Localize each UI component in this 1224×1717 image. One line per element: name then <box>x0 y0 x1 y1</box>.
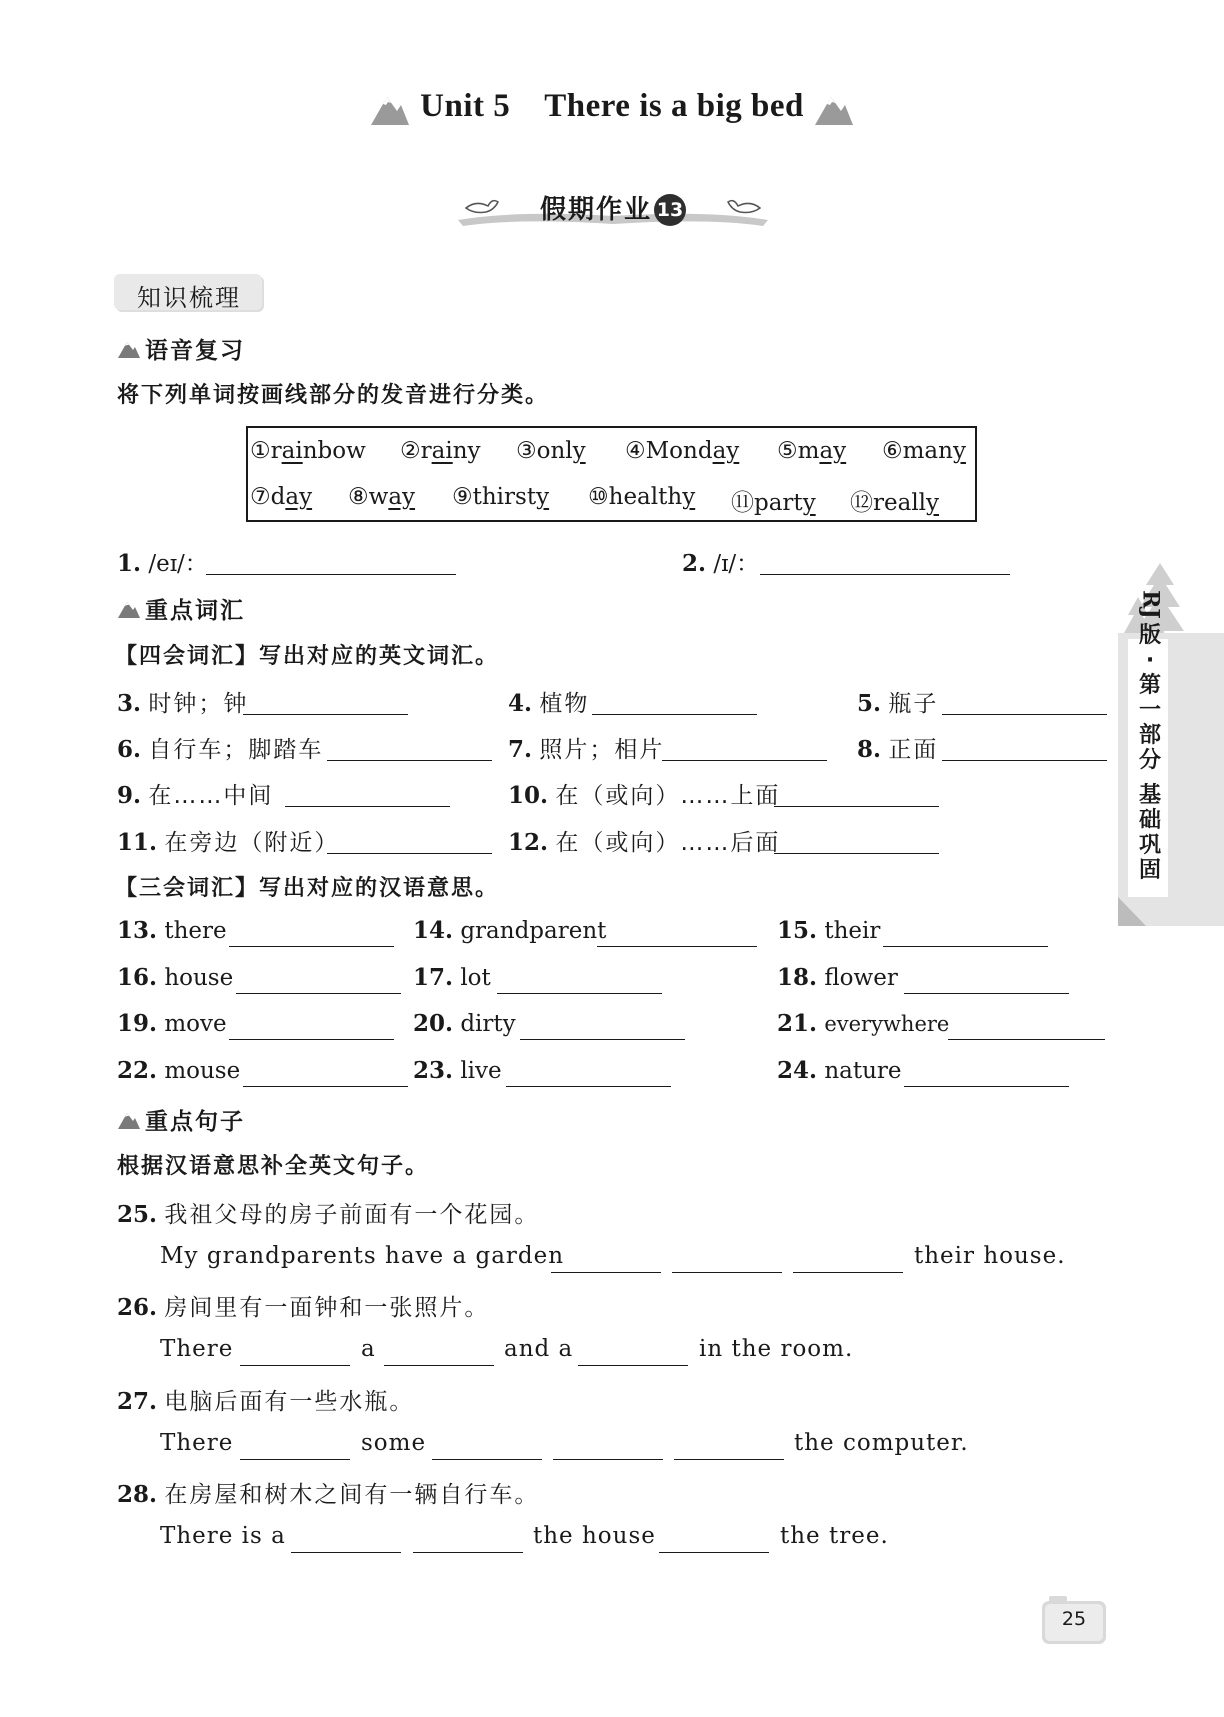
sentence-prompt: There is a <box>160 1523 286 1549</box>
side-tab-text: RJ 版 · 第一部分 基础巩固 <box>1137 590 1164 883</box>
vocab-item: 19. move <box>117 1010 227 1037</box>
vocab-item: 4. 植物 <box>508 690 590 717</box>
answer-blank[interactable] <box>243 714 408 715</box>
sentence-item: 27. 电脑后面有一些水瓶。 <box>117 1388 415 1415</box>
word-row-1 <box>250 438 976 468</box>
answer-blank[interactable] <box>229 946 394 947</box>
sentence-prompt: and a <box>504 1336 574 1362</box>
sentence-item: 25. 我祖父母的房子前面有一个花园。 <box>117 1201 540 1228</box>
sentence-prompt: My grandparents have a garden <box>160 1243 565 1269</box>
sentence-prompt: the computer. <box>794 1430 969 1456</box>
vocab-item: 9. 在……中间 <box>117 782 274 809</box>
answer-blank[interactable] <box>497 993 662 994</box>
answer-blank[interactable] <box>413 1552 523 1553</box>
word-item: ⑪party <box>731 490 816 516</box>
word-item: ⑩healthy <box>588 484 696 510</box>
unit-title <box>0 88 1224 127</box>
vocab-item: 6. 自行车；脚踏车 <box>117 736 324 763</box>
sentences-heading: 重点句子 <box>117 1103 245 1136</box>
answer-blank[interactable] <box>592 714 757 715</box>
word-item: ⑥many <box>882 438 966 464</box>
page-number: 25 <box>1061 1608 1087 1630</box>
word-item: ④Monday <box>625 438 740 464</box>
vocab-item: 22. mouse <box>117 1057 241 1084</box>
answer-blank[interactable] <box>942 714 1107 715</box>
vocab-item: 20. dirty <box>413 1010 516 1037</box>
vocab-item: 3. 时钟；钟 <box>117 690 249 717</box>
vocab-item: 21. everywhere <box>777 1010 950 1037</box>
answer-blank[interactable] <box>883 946 1048 947</box>
answer-blank[interactable] <box>206 574 456 575</box>
answer-blank[interactable] <box>904 993 1069 994</box>
word-item: ⑫really <box>850 490 940 516</box>
answer-blank[interactable] <box>327 760 492 761</box>
answer-blank[interactable] <box>774 806 939 807</box>
vocab-item: 23. live <box>413 1057 502 1084</box>
three-skill-instruction: 【三会词汇】写出对应的汉语意思。 <box>115 876 500 901</box>
answer-blank[interactable] <box>240 1365 350 1366</box>
vocab-item: 7. 照片；相片 <box>508 736 665 763</box>
mountain-icon <box>813 89 855 127</box>
sentence-prompt: in the room. <box>699 1336 854 1362</box>
word-row-2 <box>250 484 976 514</box>
word-item: ⑧way <box>348 484 416 510</box>
answer-blank[interactable] <box>285 806 450 807</box>
vocab-item: 8. 正面 <box>857 736 939 763</box>
answer-blank[interactable] <box>948 1039 1105 1040</box>
word-item: ①rainbow <box>250 438 366 464</box>
vocab-item: 24. nature <box>777 1057 902 1084</box>
vocab-item: 10. 在（或向）……上面 <box>508 782 781 809</box>
word-item: ⑤may <box>777 438 847 464</box>
answer-blank[interactable] <box>327 853 492 854</box>
phonics-heading: 语音复习 <box>117 332 245 365</box>
vocab-item: 12. 在（或向）……后面 <box>508 829 781 856</box>
answer-blank[interactable] <box>229 1039 394 1040</box>
section-tag: 知识梳理 <box>137 284 241 312</box>
question-2: 2. /ɪ/： <box>682 550 760 577</box>
answer-blank[interactable] <box>578 1365 688 1366</box>
phonics-instruction: 将下列单词按画线部分的发音进行分类。 <box>117 383 550 408</box>
vocab-item: 13. there <box>117 917 227 944</box>
vocab-item: 5. 瓶子 <box>857 690 939 717</box>
answer-blank[interactable] <box>553 1459 663 1460</box>
answer-blank[interactable] <box>942 760 1107 761</box>
answer-blank[interactable] <box>432 1459 542 1460</box>
answer-blank[interactable] <box>240 1459 350 1460</box>
unit-name: There is a big bed <box>544 88 804 124</box>
answer-blank[interactable] <box>597 946 757 947</box>
sentence-prompt: their house. <box>914 1243 1066 1269</box>
answer-blank[interactable] <box>506 1086 671 1087</box>
sentence-item: 26. 房间里有一面钟和一张照片。 <box>117 1294 490 1321</box>
sentence-prompt: the tree. <box>780 1523 889 1549</box>
vocab-heading: 重点词汇 <box>117 592 245 625</box>
unit-label: Unit 5 <box>420 88 511 124</box>
four-skill-instruction: 【四会词汇】写出对应的英文词汇。 <box>115 644 500 669</box>
word-item: ③only <box>516 438 586 464</box>
answer-blank[interactable] <box>904 1086 1069 1087</box>
word-item: ⑦day <box>250 484 313 510</box>
mountain-icon <box>117 339 141 359</box>
question-1: 1. /eɪ/： <box>117 550 208 577</box>
vocab-item: 17. lot <box>413 964 491 991</box>
answer-blank[interactable] <box>659 1552 769 1553</box>
answer-blank[interactable] <box>520 1039 685 1040</box>
homework-number-badge: 13 <box>654 194 686 226</box>
sentence-prompt: There <box>160 1336 234 1362</box>
answer-blank[interactable] <box>243 1086 408 1087</box>
sentence-prompt: the house <box>533 1523 656 1549</box>
sentence-item: 28. 在房屋和树木之间有一辆自行车。 <box>117 1481 540 1508</box>
mountain-icon <box>369 89 411 127</box>
vocab-item: 16. house <box>117 964 234 991</box>
answer-blank[interactable] <box>793 1272 903 1273</box>
answer-blank[interactable] <box>236 993 401 994</box>
mountain-icon <box>117 599 141 619</box>
sentences-instruction: 根据汉语意思补全英文句子。 <box>117 1154 430 1179</box>
word-item: ⑨thirsty <box>452 484 550 510</box>
sentence-prompt: some <box>361 1430 427 1456</box>
homework-title: 假期作业 13 <box>458 189 768 226</box>
answer-blank[interactable] <box>674 1459 784 1460</box>
vocab-item: 15. their <box>777 917 881 944</box>
answer-blank[interactable] <box>662 760 827 761</box>
vocab-item: 11. 在旁边（附近） <box>117 829 340 856</box>
mountain-icon <box>117 1110 141 1130</box>
answer-blank[interactable] <box>774 853 939 854</box>
sentence-prompt: There <box>160 1430 234 1456</box>
word-item: ②rainy <box>400 438 481 464</box>
answer-blank[interactable] <box>760 574 1010 575</box>
vocab-item: 18. flower <box>777 964 898 991</box>
answer-blank[interactable] <box>551 1272 661 1273</box>
sentence-prompt: a <box>361 1336 375 1362</box>
answer-blank[interactable] <box>672 1272 782 1273</box>
answer-blank[interactable] <box>291 1552 401 1553</box>
vocab-item: 14. grandparent <box>413 917 607 944</box>
answer-blank[interactable] <box>384 1365 494 1366</box>
